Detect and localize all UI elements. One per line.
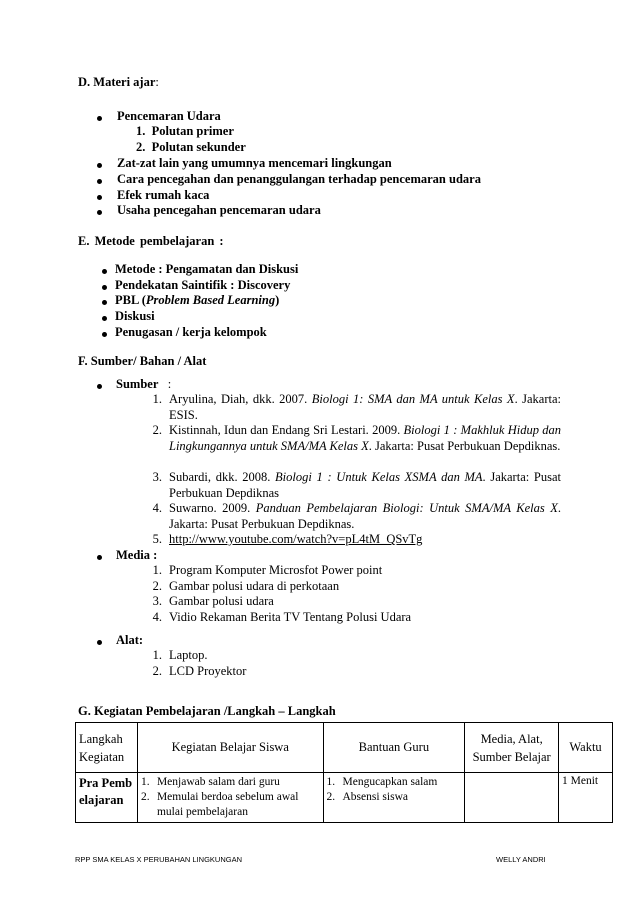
table-header-row [76, 723, 613, 773]
media-label: Media : [116, 548, 158, 562]
media-item: Program Komputer Microsfot Power point [169, 563, 383, 577]
media-number: 1. [152, 563, 162, 577]
header-kegiatan: Kegiatan Belajar Siswa [137, 723, 323, 773]
reference-number: 3. [152, 470, 162, 484]
media-item: Gambar polusi udara [169, 594, 274, 608]
list-item: 1. Mengucapkan salam [326, 776, 438, 788]
bullet-icon [102, 269, 107, 274]
footer-left: RPP SMA KELAS X PERUBAHAN LINGKUNGAN [75, 855, 242, 864]
bullet-icon [97, 116, 102, 121]
bullet-icon [97, 179, 102, 184]
bullet-icon [97, 195, 102, 200]
sumber-label: Sumber : [116, 377, 172, 391]
reference-number: 2. [152, 423, 162, 437]
header-waktu: Waktu [559, 723, 613, 773]
materi-item: Pencemaran Udara [117, 109, 221, 123]
list-item: 1. Menjawab salam dari guru [140, 776, 280, 788]
footer-right: WELLY ANDRI [496, 855, 546, 864]
alat-item: Laptop. [169, 648, 208, 662]
cell-kegiatan [137, 773, 323, 823]
header-bantuan: Bantuan Guru [323, 723, 465, 773]
bullet-icon [97, 555, 102, 560]
list-item: 2. Memulai berdoa sebelum awal mulai pembelajaran [140, 791, 299, 818]
metode-item-pbl: PBL (Problem Based Learning) [115, 293, 280, 307]
reference-item: Subardi, dkk. 2008. Biologi 1 : Untuk Kelas XSMA dan MA. Jakarta: Pusat Perbukuan Depdiknas [169, 470, 561, 500]
alat-item: LCD Proyektor [169, 664, 247, 678]
media-item: Vidio Rekaman Berita TV Tentang Polusi Udara [169, 610, 412, 624]
section-e-heading: E. Metode pembelajaran : [78, 234, 224, 248]
metode-item: Penugasan / kerja kelompok [115, 325, 267, 339]
materi-subitem: 2. Polutan sekunder [136, 140, 246, 154]
media-number: 4. [152, 610, 162, 624]
kegiatan-table [75, 722, 613, 823]
table-row [76, 773, 613, 823]
alat-label: Alat: [116, 633, 144, 647]
alat-number: 1. [152, 648, 162, 662]
section-g-heading: G. Kegiatan Pembelajaran /Langkah – Langkah [78, 704, 336, 718]
youtube-link[interactable]: http://www.youtube.com/watch?v=pL4tM_QSvTg [169, 532, 423, 546]
cell-media [465, 773, 559, 823]
media-item: Gambar polusi udara di perkotaan [169, 579, 340, 593]
reference-number: 4. [152, 501, 162, 515]
section-d-heading: D. Materi ajar: [78, 75, 159, 89]
metode-item: Diskusi [115, 309, 155, 323]
bullet-icon [97, 384, 102, 389]
bullet-icon [102, 332, 107, 337]
bullet-icon [102, 316, 107, 321]
bullet-icon [97, 163, 102, 168]
bullet-icon [102, 285, 107, 290]
media-number: 2. [152, 579, 162, 593]
reference-item: Aryulina, Diah, dkk. 2007. Biologi 1: SMA dan MA untuk Kelas X. Jakarta: ESIS. [169, 392, 561, 422]
cell-bantuan [323, 773, 465, 823]
alat-number: 2. [152, 664, 162, 678]
materi-subitem: 1. Polutan primer [136, 124, 234, 138]
header-langkah: Langkah Kegiatan [76, 723, 138, 773]
reference-item: Kistinnah, Idun dan Endang Sri Lestari. 2009. Biologi 1 : Makhluk Hidup dan Lingkungannya untuk SMA/MA Kelas X. Jakarta: Pusat Perbukuan Depdiknas. [169, 423, 562, 453]
header-media: Media, Alat, Sumber Belajar [465, 723, 559, 773]
media-number: 3. [152, 594, 162, 608]
reference-number: 1. [152, 392, 162, 406]
bullet-icon [102, 300, 107, 305]
metode-item: Pendekatan Saintifik : Discovery [115, 278, 291, 292]
cell-langkah: Pra Pembelajaran [76, 773, 138, 823]
bullet-icon [97, 640, 102, 645]
list-item: 2. Absensi siswa [326, 791, 408, 803]
materi-item: Cara pencegahan dan penanggulangan terhadap pencemaran udara [117, 172, 481, 186]
materi-item: Usaha pencegahan pencemaran udara [117, 203, 321, 217]
metode-item: Metode : Pengamatan dan Diskusi [115, 262, 299, 276]
reference-number: 5. [152, 532, 162, 546]
materi-item: Efek rumah kaca [117, 188, 210, 202]
section-f-heading: F. Sumber/ Bahan / Alat [78, 354, 207, 368]
materi-item: Zat-zat lain yang umumnya mencemari lingkungan [117, 156, 392, 170]
reference-item: Suwarno. 2009. Panduan Pembelajaran Biologi: Untuk SMA/MA Kelas X. Jakarta: Pusat Perbukuan Depdiknas. [169, 501, 561, 531]
cell-waktu: 1 Menit [559, 773, 613, 823]
bullet-icon [97, 210, 102, 215]
